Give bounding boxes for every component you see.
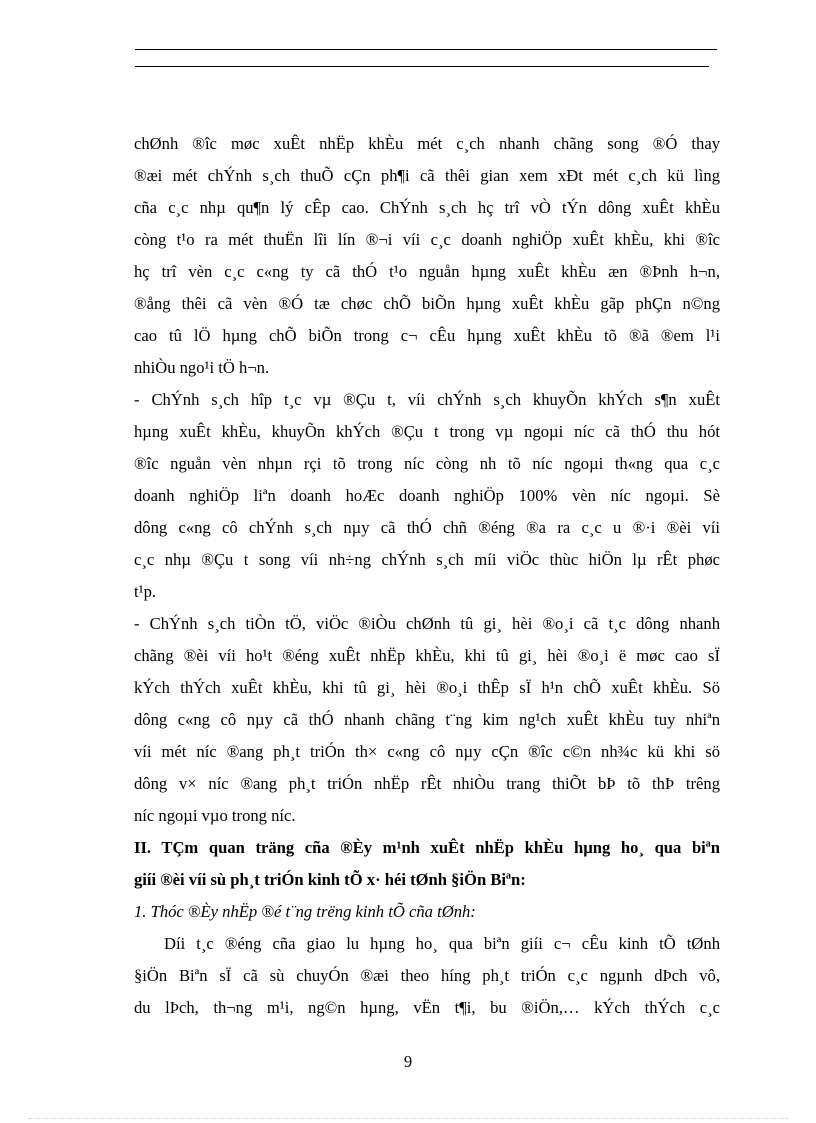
text-line: c¸c nhµ ®Çu t song víi nh÷ng chÝnh s¸ch míi viÖc thùc hiÖn lµ rÊt phøc: [134, 550, 720, 569]
text-line: - ChÝnh s¸ch tiÒn tÖ, viÖc ®iÒu chØnh tû gi¸ hèi ®o¸i cã t¸c dông nhanh: [134, 614, 720, 633]
text-line: nhiÒu ngo¹i tÖ h¬n.: [134, 358, 270, 377]
document-body: [134, 128, 720, 1024]
text-line: níc ngoµi vµo trong níc.: [134, 806, 296, 825]
text-line: Díi t¸c ®éng cña giao lu hµng ho¸ qua biªn giíi c¬ cÊu kinh tÕ tØnh: [164, 934, 720, 953]
text-line: - ChÝnh s¸ch hîp t¸c vµ ®Çu t, víi chÝnh s¸ch khuyÕn khÝch s¶n xuÊt: [134, 390, 720, 409]
text-line: cao tû lÖ hµng chÕ biÕn trong c¬ cÊu hµng xuÊt khÈu tõ ®ã ®em l¹i: [134, 326, 720, 345]
page-number: 9: [403, 1052, 413, 1071]
page-boundary: [28, 1118, 788, 1119]
text-line: còng t¹o ra mét thuËn lîi lín ®¬i víi c¸c doanh nghiÖp xuÊt khÈu, khi ®îc: [134, 230, 720, 249]
text-line: ®æi mét chÝnh s¸ch thuÕ cÇn ph¶i cã thêi gian xem xÐt mét c¸ch kü lìng: [134, 166, 720, 185]
text-line: hµng xuÊt khÈu, khuyÕn khÝch ®Çu t trong vµ ngoµi níc cã thÓ thu hót: [134, 422, 720, 441]
text-line: dông v× níc ®ang ph¸t triÓn nhËp rÊt nhiÒu trang thiÕt bÞ tõ thÞ trêng: [134, 774, 720, 793]
text-line: ®ång thêi cã vèn ®Ó tæ chøc chÕ biÕn hµng xuÊt khÈu gãp phÇn n©ng: [134, 294, 720, 313]
text-line: kÝch thÝch xuÊt khÈu, khi tû gi¸ hèi ®o¸i thÊp sÏ h¹n chÕ xuÊt khÈu. Sö: [134, 678, 720, 697]
text-line: doanh nghiÖp liªn doanh hoÆc doanh nghiÖp 100% vèn níc ngoµi. Sè: [134, 486, 720, 505]
text-line: cña c¸c nhµ qu¶n lý cÊp cao. ChÝnh s¸ch hç trî vÒ tÝn dông xuÊt khÈu: [134, 198, 720, 217]
header-rule-bottom: [135, 66, 709, 67]
text-line: dông c«ng cô chÝnh s¸ch nµy cã thÓ chñ ®éng ®a ra c¸c u ®·i ®èi víi: [134, 518, 720, 537]
text-line: du lÞch, th¬ng m¹i, ng©n hµng, vËn t¶i, bu ®iÖn,… kÝch thÝch c¸c: [134, 998, 720, 1017]
text-line: víi mét níc ®ang ph¸t triÓn th× c«ng cô nµy cÇn ®îc c©n nh¾c kü khi sö: [134, 742, 720, 761]
header-rule-top: [135, 49, 717, 50]
text-line: giíi ®èi víi sù ph¸t triÓn kinh tÕ x· héi tØnh §iÖn Biªn:: [134, 870, 526, 889]
text-line: 1. Thóc ®Èy nhËp ®é t¨ng trëng kinh tÕ cña tØnh:: [134, 902, 476, 921]
text-line: hç trî vèn c¸c c«ng ty cã thÓ t¹o nguån hµng xuÊt khÈu æn ®Þnh h¬n,: [134, 262, 720, 281]
text-line: ®îc nguån vèn nhµn rçi tõ trong níc còng nh tõ níc ngoµi th«ng qua c¸c: [134, 454, 720, 473]
text-line: dông c«ng cô nµy cã thÓ nhanh chãng t¨ng kim ng¹ch xuÊt khÈu tuy nhiªn: [134, 710, 720, 729]
text-line: §iÖn Biªn sÏ cã sù chuyÓn ®æi theo híng ph¸t triÓn c¸c ngµnh dÞch vô,: [134, 966, 720, 985]
text-line: chãng ®èi víi ho¹t ®éng xuÊt nhËp khÈu, khi tû gi¸ hèi ®o¸i ë møc cao sÏ: [134, 646, 720, 665]
text-line: II. TÇm quan träng cña ®Èy m¹nh xuÊt nhËp khÈu hµng ho¸ qua biªn: [134, 838, 720, 857]
text-line: t¹p.: [134, 582, 157, 601]
text-line: chØnh ®îc møc xuÊt nhËp khÈu mét c¸ch nhanh chãng song ®Ó thay: [134, 134, 720, 153]
